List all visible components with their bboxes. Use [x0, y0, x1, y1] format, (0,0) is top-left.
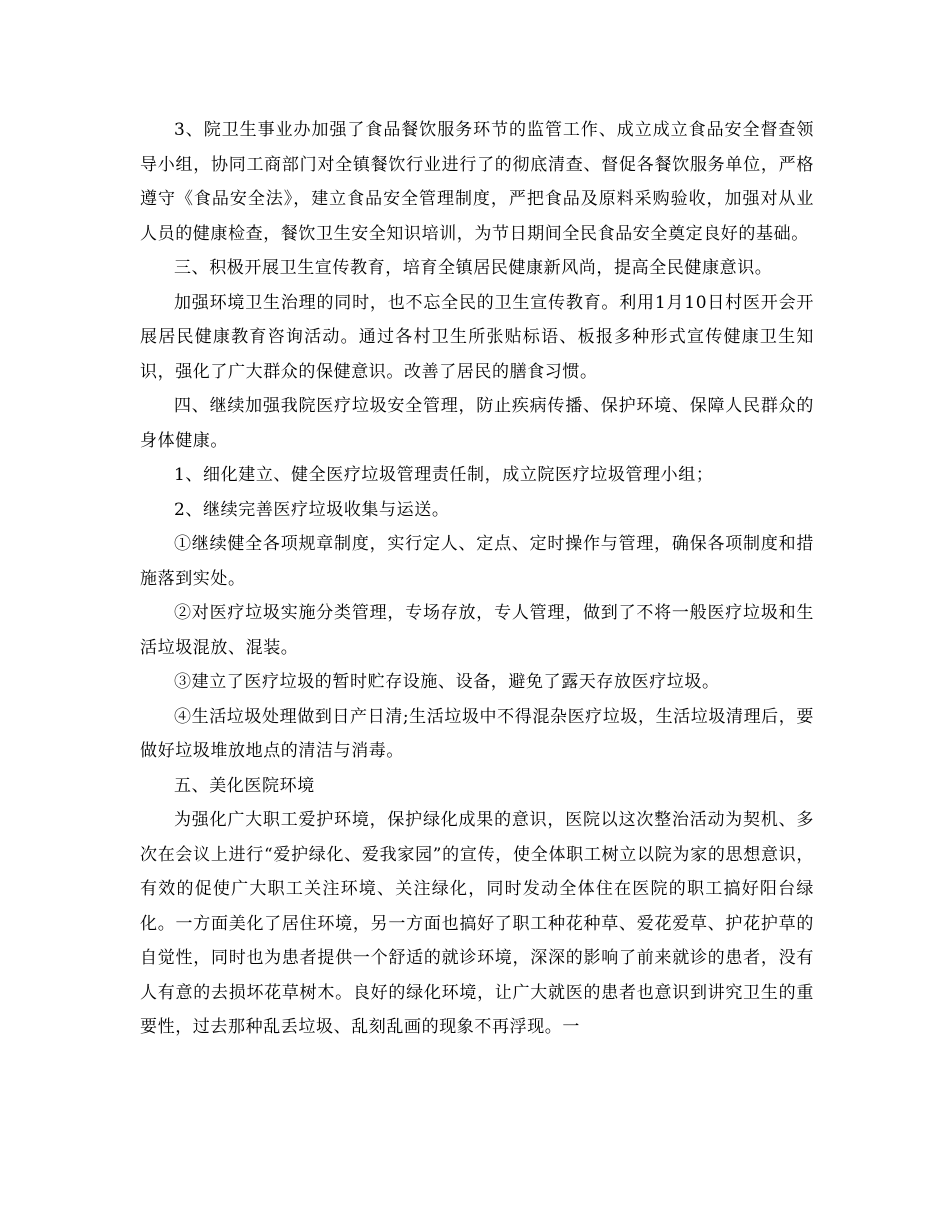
list-item-waste-rules: ①继续健全各项规章制度，实行定人、定点、定时操作与管理，确保各项制度和措施落到实处。 [140, 534, 814, 589]
paragraph-greening: 为强化广大职工爱护环境，保护绿化成果的意识，医院以这次整治活动为契机、多次在会议上进行“爱护绿化、爱我家园”的宣传，使全体职工树立以院为家的思想意识，有效的促使广大职工关注环境、关注绿化，同时发动全体住在医院的职工搞好阳台绿化。一方面美化了居住环境，另一方面也搞好了职工种花种草、爱花爱草、护花护草的自觉性，同时也为患者提供一个舒适的就诊环境，深深的影响了前来就诊的患者，没有人有意的去损坏花草树木。良好的绿化环境，让广大就医的患者也意识到讲究卫生的重要性，过去那种乱丢垃圾、乱刻乱画的现象不再浮现。一 [140, 810, 814, 1037]
paragraph-food-safety-supervision: 3、院卫生事业办加强了食品餐饮服务环节的监管工作、成立成立食品安全督查领导小组，协同工商部门对全镇餐饮行业进行了的彻底清查、督促各餐饮服务单位，严格遵守《食品安全法》，建立食品安全管理制度，严把食品及原料采购验收，加强对从业人员的健康检查，餐饮卫生安全知识培训，为节日期间全民食品安全奠定良好的基础。 [140, 120, 814, 244]
document-body [140, 113, 814, 1045]
list-item-waste-classification: ②对医疗垃圾实施分类管理，专场存放，专人管理，做到了不将一般医疗垃圾和生活垃圾混放、混装。 [140, 603, 814, 658]
paragraph-waste-responsibility: 1、细化建立、健全医疗垃圾管理责任制，成立院医疗垃圾管理小组； [174, 465, 714, 485]
list-item-waste-storage: ③建立了医疗垃圾的暂时贮存设施、设备，避免了露天存放医疗垃圾。 [174, 672, 720, 692]
paragraph-health-education: 加强环境卫生治理的同时，也不忘全民的卫生宣传教育。利用1月10日村医开会开展居民健康教育咨询活动。通过各村卫生所张贴标语、板报多种形式宣传健康卫生知识，强化了广大群众的保健意识。改善了居民的膳食习惯。 [140, 292, 814, 382]
heading-hospital-environment: 五、美化医院环境 [174, 775, 315, 796]
paragraph-waste-collection: 2、继续完善医疗垃圾收集与运送。 [174, 499, 450, 520]
list-item-household-waste: ④生活垃圾处理做到日产日清;生活垃圾中不得混杂医疗垃圾，生活垃圾清理后，要做好垃圾堆放地点的清洁与消毒。 [140, 706, 814, 761]
heading-medical-waste: 四、继续加强我院医疗垃圾安全管理，防止疾病传播、保护环境、保障人民群众的身体健康。 [140, 396, 814, 451]
heading-health-education: 三、积极开展卫生宣传教育，培育全镇居民健康新风尚，提高全民健康意识。 [174, 258, 773, 278]
